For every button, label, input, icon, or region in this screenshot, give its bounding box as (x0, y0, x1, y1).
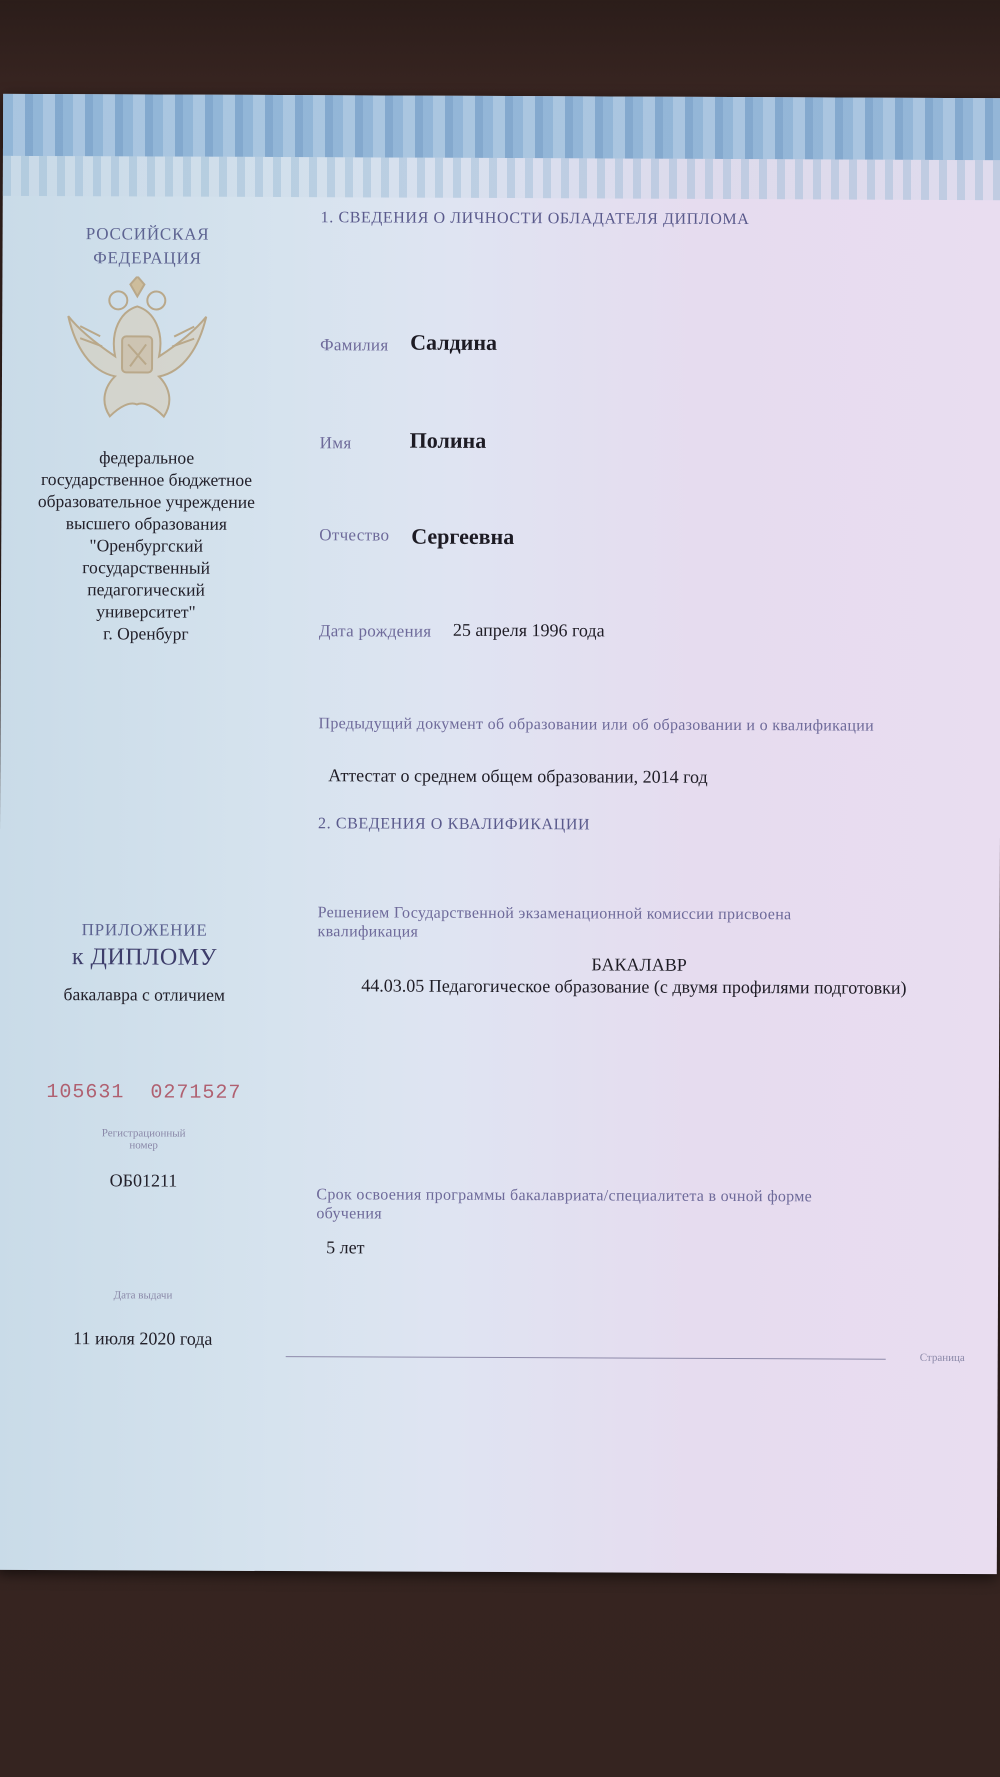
country-name (2, 222, 292, 271)
issue-date-label: Дата выдачи (113, 1289, 173, 1302)
prev-doc-label: Предыдущий документ об образовании или об образовании и о квалификации (318, 715, 875, 735)
term-value: 5 лет (326, 1237, 365, 1258)
serial-number: 105631 0271527 (46, 1081, 242, 1105)
section1-title: 1. СВЕДЕНИЯ О ЛИЧНОСТИ ОБЛАДАТЕЛЯ ДИПЛОМА (320, 209, 750, 229)
org-line: г. Оренбург (103, 623, 189, 644)
country-line-2: ФЕДЕРАЦИЯ (93, 248, 202, 268)
country-line-1: РОССИЙСКАЯ (85, 224, 210, 244)
term-label-line-2: обучения (316, 1205, 382, 1223)
reg-label-line-2: номер (129, 1139, 158, 1152)
appendix-title: ПРИЛОЖЕНИЕ (81, 920, 208, 940)
reg-number-label (0, 1127, 289, 1152)
org-line: высшего образования (65, 513, 228, 534)
surname-label: Фамилия (320, 335, 389, 355)
organization-name (1, 446, 292, 645)
name-value: Полина (409, 427, 487, 453)
to-diploma-title: к ДИПЛОМУ (71, 944, 218, 971)
org-line: федеральное (99, 447, 195, 468)
degree-type: бакалавра с отличием (63, 984, 226, 1005)
org-line: "Оренбургский (89, 535, 204, 556)
org-line: государственный (82, 557, 211, 578)
org-line: государственное бюджетное (40, 468, 253, 490)
surname-value: Салдина (410, 329, 498, 355)
decision-line-2: квалификация (317, 923, 419, 941)
decision-line-1: Решением Государственной экзаменационной комиссии присвоена (317, 904, 792, 924)
decision-label (318, 903, 792, 943)
decorative-band (3, 94, 1000, 160)
patronymic-label: Отчество (319, 525, 390, 545)
reg-number: ОБ01211 (109, 1170, 178, 1191)
qualification-value: БАКАЛАВР (591, 954, 687, 975)
issue-date: 11 июля 2020 года (73, 1328, 213, 1349)
page-label: Страница (919, 1351, 965, 1365)
org-line: педагогический (87, 579, 205, 600)
coat-of-arms-icon (60, 276, 216, 427)
program-value: 44.03.05 Педагогическое образование (с двумя профилями подготовки) (361, 975, 907, 998)
term-label (316, 1185, 812, 1225)
prev-doc-value: Аттестат о среднем общем образовании, 2014 год (328, 765, 708, 787)
name-label: Имя (319, 433, 352, 453)
decorative-band-lower (3, 156, 1000, 200)
section2-title: 2. СВЕДЕНИЯ О КВАЛИФИКАЦИИ (318, 815, 591, 834)
reg-label-line-1: Регистрационный (101, 1127, 186, 1140)
term-label-line-1: Срок освоения программы бакалавриата/специалитета в очной форме (316, 1186, 813, 1206)
org-line: университет" (96, 601, 196, 622)
patronymic-value: Сергеевна (411, 523, 515, 550)
footer-divider (286, 1356, 886, 1360)
birth-date-label: Дата рождения (318, 621, 432, 641)
org-line: образовательное учреждение (37, 490, 255, 512)
diploma-appendix-page (0, 94, 1000, 1574)
birth-date-value: 25 апреля 1996 года (452, 619, 605, 641)
